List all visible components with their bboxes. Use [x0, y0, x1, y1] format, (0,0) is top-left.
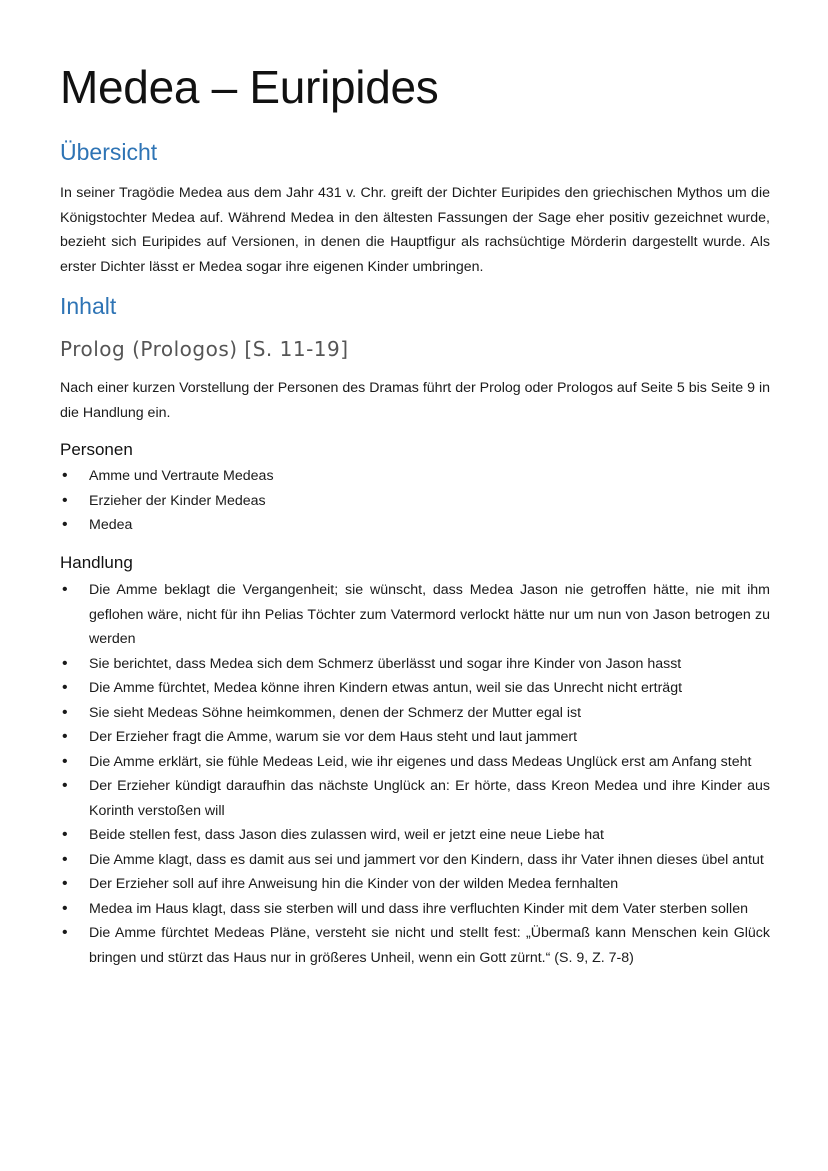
overview-heading: Übersicht	[60, 139, 158, 165]
list-item: • Die Amme beklagt die Vergangenheit; sie wünscht, dass Medea Jason nie getroffen hätte, nie mit ihm geflohen wäre, nicht für ihn Pelias Töchter zum Vatermord verlockt hätte nur um nun von Jason betrogen zu werden	[60, 578, 770, 652]
list-item: • Die Amme fürchtet, Medea könne ihren Kindern etwas antun, weil sie das Unrecht nicht erträgt	[60, 676, 770, 701]
persons-heading: Personen	[60, 440, 133, 459]
list-item: • Der Erzieher soll auf ihre Anweisung hin die Kinder von der wilden Medea fernhalten	[60, 872, 770, 897]
plot-heading: Handlung	[60, 553, 133, 572]
persons-list	[60, 464, 770, 538]
list-item: • Medea	[60, 513, 770, 538]
list-item: • Der Erzieher fragt die Amme, warum sie vor dem Haus steht und laut jammert	[60, 725, 770, 750]
list-item: • Sie berichtet, dass Medea sich dem Schmerz überlässt und sogar ihre Kinder von Jason hasst	[60, 652, 770, 677]
list-item: • Die Amme erklärt, sie fühle Medeas Leid, wie ihr eigenes und dass Medeas Unglück erst am Anfang steht	[60, 750, 770, 775]
list-item: • Medea im Haus klagt, dass sie sterben will und dass ihre verfluchten Kinder mit dem Vater sterben sollen	[60, 897, 770, 922]
plot-list	[60, 578, 770, 970]
document-title: Medea – Euripides	[60, 61, 439, 113]
list-item: • Die Amme klagt, dass es damit aus sei und jammert vor den Kindern, dass ihr Vater ihnen dieses übel antut	[60, 848, 770, 873]
list-item: • Beide stellen fest, dass Jason dies zulassen wird, weil er jetzt eine neue Liebe hat	[60, 823, 770, 848]
list-item: • Erzieher der Kinder Medeas	[60, 489, 770, 514]
content-heading: Inhalt	[60, 293, 117, 319]
prolog-heading: Prolog (Prologos) [S. 11-19]	[60, 337, 349, 361]
list-item: • Der Erzieher kündigt daraufhin das nächste Unglück an: Er hörte, dass Kreon Medea und ihre Kinder aus Korinth verstoßen will	[60, 774, 770, 823]
overview-paragraph: In seiner Tragödie Medea aus dem Jahr 431 v. Chr. greift der Dichter Euripides den griechischen Mythos um die Königstochter Medea auf. Während Medea in den ältesten Fassungen der Sage eher positiv gezeichnet wurde, bezieht sich Euripides auf Versionen, in denen die Hauptfigur als rachsüchtige Mörderin dargestellt wurde. Als erster Dichter lässt er Medea sogar ihre eigenen Kinder umbringen.	[60, 185, 770, 275]
list-item: • Die Amme fürchtet Medeas Pläne, versteht sie nicht und stellt fest: „Übermaß kann Menschen kein Glück bringen und stürzt das Haus nur in größeres Unheil, wenn ein Gott zürnt.“ (S. 9, Z. 7-8)	[60, 921, 770, 970]
list-item: • Amme und Vertraute Medeas	[60, 464, 770, 489]
prolog-intro: Nach einer kurzen Vorstellung der Personen des Dramas führt der Prolog oder Prologos auf Seite 5 bis Seite 9 in die Handlung ein.	[60, 380, 770, 421]
list-item: • Sie sieht Medeas Söhne heimkommen, denen der Schmerz der Mutter egal ist	[60, 701, 770, 726]
